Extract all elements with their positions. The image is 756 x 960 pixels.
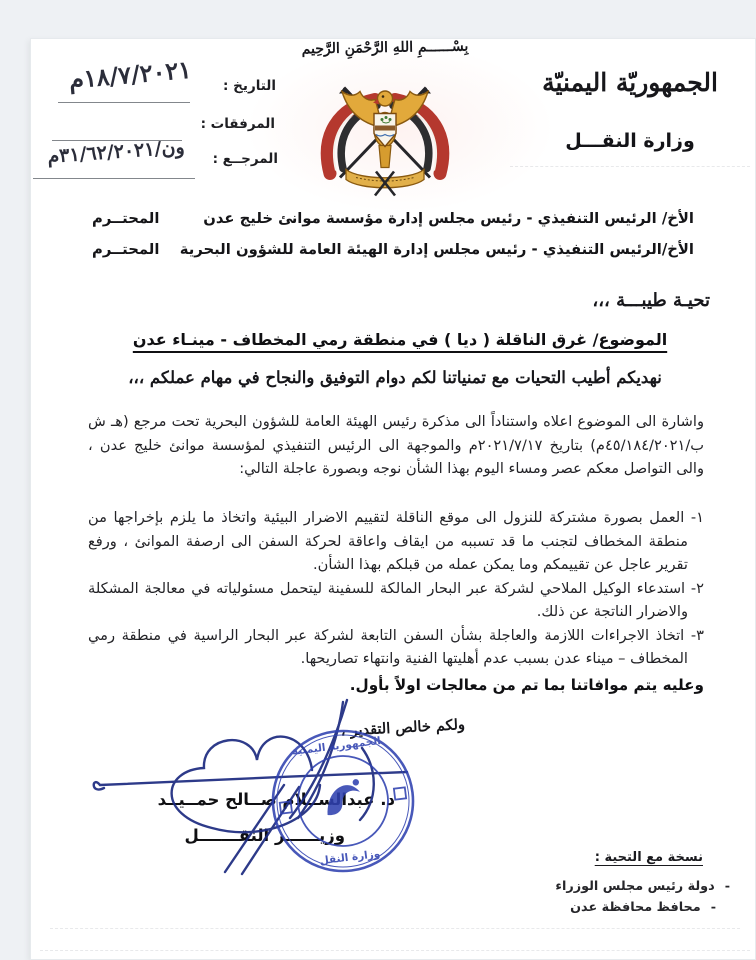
republic-title: الجمهوريّة اليمنيّة (542, 68, 718, 97)
addressee-text: الأخ/ الرئيس التنفيذي - رئيس مجلس إدارة مؤسسة موانئ خليج عدن (203, 210, 694, 227)
minister-title: وزيــــــر النقـــــــل (184, 826, 345, 845)
ministry-title: وزارة النقـــل (565, 130, 695, 152)
closing-directive: وعليه يتم موافاتنا بما تم من معالجات اولاً بأول. (349, 676, 704, 694)
addressee-row (92, 241, 694, 258)
attachments-label: المرفقات : (200, 116, 275, 132)
letter-page (30, 38, 756, 960)
directive-item-3: ٣- اتخاذ الاجراءات اللازمة والعاجلة بشأن السفن التابعة لشركة عبر البحار الراسية في منطقة رمي المخطاف – ميناء عدن بسبب عدم أهليتها الفنية وانتهاء تصاريحها. (88, 626, 704, 667)
greeting-line: تحيـة طيبـــة ،،، (592, 290, 710, 311)
body-intro-paragraph: واشارة الى الموضوع اعلاه واستناداً الى مذكرة رئيس الهيئة العامة للشؤون البحرية تحت مرجع (هـ ش ب/٤٥/١٨٤/٢٠٢١م) بتاريخ ٢٠٢١/٧/١٧م والموجهة الى الرئيس التنفيذي لمؤسسة موانئ خليج عدن ، والى التواصل معكم عصر ومساء اليوم بهذا الشأن نوجه وبصورة عاجلة التالي: (88, 413, 704, 477)
reference-label: المرجــع : (212, 151, 278, 167)
reference-handwritten-value: ون/٣١/٦٢/٢٠٢١م (46, 136, 186, 168)
ministry-stamp-icon (259, 717, 426, 884)
scan-artifact-line (50, 928, 740, 929)
cc-text: دولة رئيس مجلس الوزراء (555, 879, 715, 894)
addressee-row (92, 210, 694, 227)
subject-line: الموضوع/ غرق الناقلة ( ديا ) في منطقة رمي المخطاف - مينـاء عدن (132, 330, 668, 349)
cc-item (530, 876, 730, 897)
header-rule (510, 166, 750, 167)
basmala-calligraphy: بِسْــــــمِ اللهِ الرَّحْمَنِ الرَّحِيم (301, 38, 469, 58)
cc-text: محافظ محافظة عدن (570, 900, 701, 915)
reference-line (33, 178, 195, 179)
scan-artifact-line (40, 950, 750, 951)
stamp-bottom-text: وزارة النقل (319, 847, 381, 868)
salutation-line: نهديكم أطيب التحيات مع تمنياتنا لكم دوام التوفيق والنجاح في مهام عملكم ،،، (128, 368, 662, 387)
cc-bullet: - (724, 879, 730, 894)
addressee-honorific: المحتــرم (92, 241, 160, 258)
directives-list (88, 506, 704, 671)
date-handwritten-value: ١٨/٧/٢٠٢١م (67, 54, 193, 95)
cc-list (530, 876, 730, 918)
date-label: التاريخ : (223, 78, 276, 94)
cc-item (530, 897, 730, 918)
stamp-top-text: الجمهورية اليمنية (291, 735, 382, 758)
directive-item-1: ١- العمل بصورة مشتركة للنزول الى موقع الناقلة لتقييم الاضرار البيئية واتخاذ ما يلزم بإخراجها من منطقة المخطاف لتجنب ما قد تسببه من ايقاف واعاقة لحركة السفن الى ارصفة الموانئ ، ورفع تقرير عاجل عن تقييمكم وما يمكن عمله من قبلكم بهذا الشأن. (88, 509, 704, 573)
regards-line: ولكم خالص التقدير ، (340, 716, 466, 740)
addressee-text: الأخ/الرئيس التنفيذي - رئيس مجلس إدارة الهيئة العامة للشؤون البحرية (179, 241, 694, 258)
minister-name: د. عبدالســلام صــالح حمــيــد (157, 790, 395, 809)
cc-bullet: - (710, 900, 716, 915)
directive-item-2: ٢- استدعاء الوكيل الملاحي لشركة عبر البحار المالكة للسفينة ليتحمل مسئولياته في معالجة المشكلة والاضرار الناتجة عن ذلك. (88, 579, 704, 620)
date-line (58, 102, 190, 103)
addressee-honorific: المحتــرم (92, 210, 160, 227)
cc-heading: نسخة مع التحية : (594, 850, 703, 865)
yemen-emblem-icon (300, 60, 470, 210)
